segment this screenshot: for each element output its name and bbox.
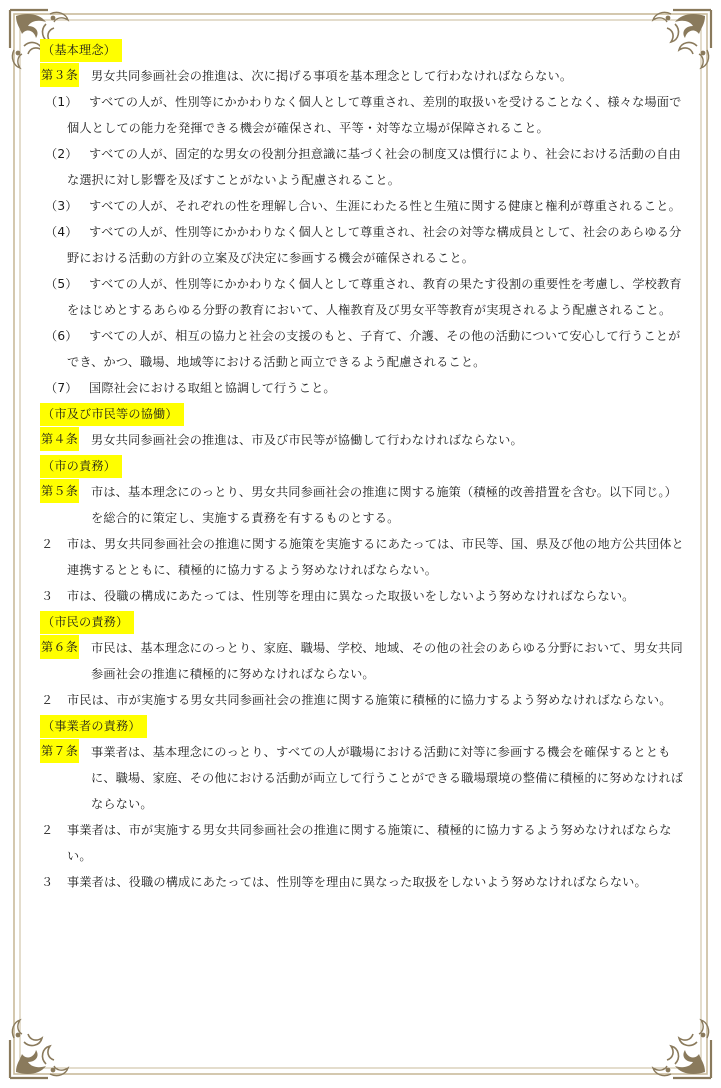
section-city-duties [37,455,687,609]
article-label: 第６条 [40,635,79,659]
paragraph [37,687,687,713]
list-item [37,89,687,141]
article [37,63,687,89]
article-text: 市は、基本理念にのっとり、男女共同参画社会の推進に関する施策（積極的改善措置を含む。以下同じ。）を総合的に策定し、実施する責務を有するものとする。 [91,485,677,525]
section-citizen-duties [37,611,687,713]
article-text: 市民は、基本理念にのっとり、家庭、職場、学校、地域、その他の社会のあらゆる分野において、男女共同参画社会の推進に積極的に努めなければならない。 [91,641,683,681]
article [37,479,687,531]
list-item [37,271,687,323]
item-number: （4） [45,225,78,239]
item-text: すべての人が、性別等にかかわりなく個人として尊重され、差別的取扱いを受けることなく、様々な場面で個人としての能力を発揮できる機会が確保され、平等・対等な立場が保障されること。 [67,95,682,135]
paragraph-number: ２ [41,693,54,707]
section-business-duties [37,715,687,895]
item-text: すべての人が、性別等にかかわりなく個人として尊重され、社会の対等な構成員として、社会のあらゆる分野における活動の方針の立案及び決定に参画する機会が確保されること。 [67,225,682,265]
section-heading: （基本理念） [40,39,122,62]
paragraph-number: ２ [41,537,54,551]
paragraph-number: ３ [41,875,54,889]
corner-ornament-bottom-left [10,1020,68,1078]
item-text: すべての人が、固定的な男女の役割分担意識に基づく社会の制度又は慣行により、社会における活動の自由な選択に対し影響を及ぼすことがないよう配慮されること。 [67,147,681,187]
paragraph [37,531,687,583]
article-label: 第７条 [40,739,79,763]
article [37,635,687,687]
paragraph-text: 市は、男女共同参画社会の推進に関する施策を実施するにあたっては、市民等、国、県及び他の地方公共団体と連携するとともに、積極的に協力するよう努めなければならない。 [67,537,684,577]
paragraph [37,583,687,609]
paragraph-text: 市民は、市が実施する男女共同参画社会の推進に関する施策に積極的に協力するよう努めなければならない。 [67,693,672,707]
item-text: 国際社会における取組と協調して行うこと。 [89,381,336,395]
ordinance-text [37,37,687,895]
list-item [37,219,687,271]
item-number: （2） [45,147,78,161]
article-label: 第３条 [40,63,79,87]
paragraph-text: 事業者は、市が実施する男女共同参画社会の推進に関する施策に、積極的に協力するよう努めなければならない。 [67,823,672,863]
item-text: すべての人が、相互の協力と社会の支援のもと、子育て、介護、その他の活動について安心して行うことができ、かつ、職場、地域等における活動と両立できるよう配慮されること。 [67,329,681,369]
paragraph [37,817,687,869]
article [37,427,687,453]
article-label: 第５条 [40,479,79,503]
item-number: （1） [45,95,78,109]
item-text: すべての人が、それぞれの性を理解し合い、生涯にわたる性と生殖に関する健康と権利が尊重されること。 [89,199,681,213]
list-item [37,193,687,219]
list-item [37,141,687,193]
list-item [37,323,687,375]
list-item [37,375,687,401]
item-number: （7） [45,381,78,395]
item-number: （3） [45,199,78,213]
paragraph-text: 事業者は、役職の構成にあたっては、性別等を理由に異なった取扱をしないよう努めなければならない。 [67,875,647,889]
article-text: 男女共同参画社会の推進は、市及び市民等が協働して行わなければならない。 [91,433,523,447]
article [37,739,687,817]
item-number: （6） [45,329,78,343]
section-heading: （市及び市民等の協働） [40,403,184,426]
paragraph-number: ２ [41,823,54,837]
item-text: すべての人が、性別等にかかわりなく個人として尊重され、教育の果たす役割の重要性を考慮し、学校教育をはじめとするあらゆる分野の教育において、人権教育及び男女平等教育が実現されるよう配慮されること。 [67,277,682,317]
item-number: （5） [45,277,78,291]
section-heading: （市民の責務） [40,611,134,634]
section-basic-principles [37,39,687,401]
section-collaboration [37,403,687,453]
corner-ornament-bottom-right [653,1020,711,1078]
paragraph [37,869,687,895]
paragraph-number: ３ [41,589,54,603]
article-text: 男女共同参画社会の推進は、次に掲げる事項を基本理念として行わなければならない。 [91,69,573,83]
section-heading: （市の責務） [40,455,122,478]
paragraph-text: 市は、役職の構成にあたっては、性別等を理由に異なった取扱いをしないよう努めなければならない。 [67,589,635,603]
section-heading: （事業者の責務） [40,715,147,738]
article-label: 第４条 [40,427,79,451]
article-text: 事業者は、基本理念にのっとり、すべての人が職場における活動に対等に参画する機会を確保するとともに、職場、家庭、その他における活動が両立して行うことができる職場環境の整備に積極的に努めなければならない。 [91,745,684,811]
